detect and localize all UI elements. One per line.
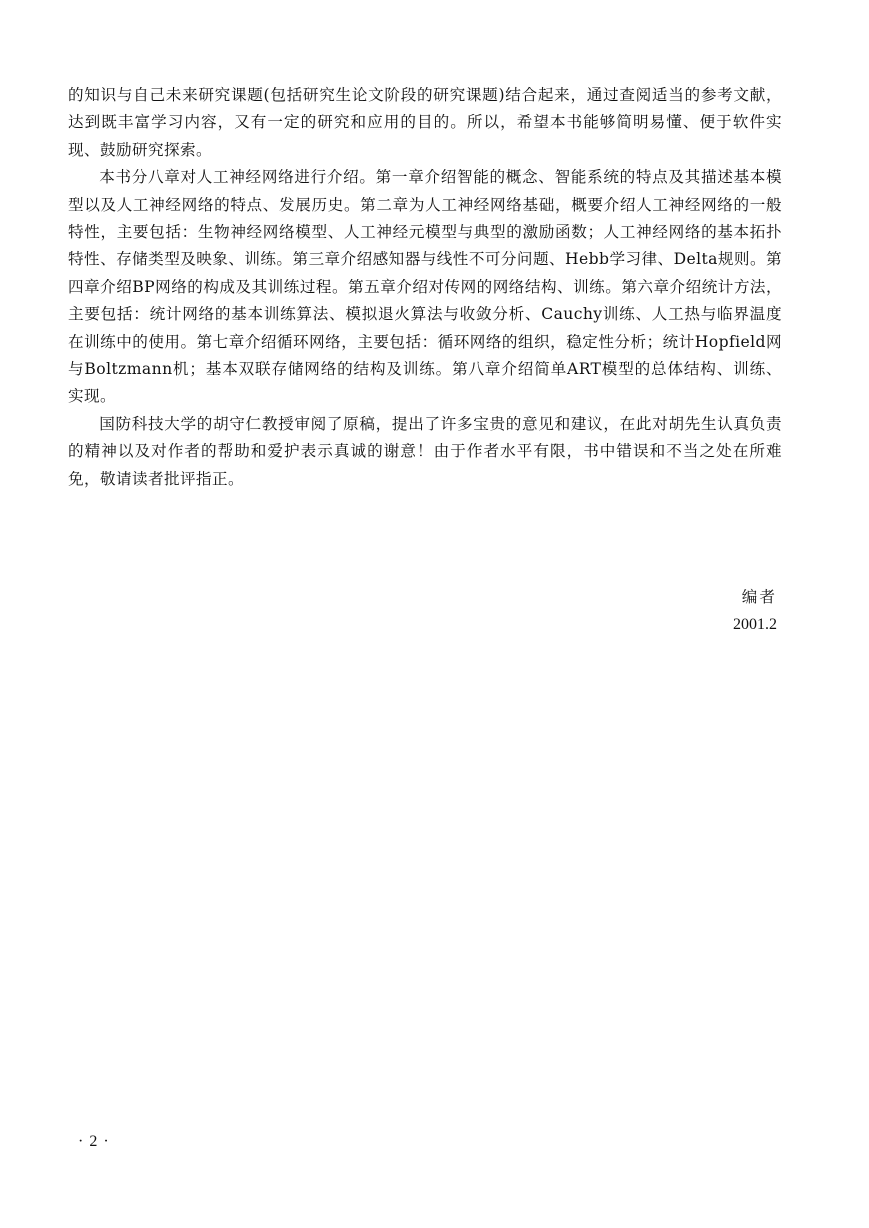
preface-body (68, 82, 782, 493)
signature-author: 编者 (741, 588, 777, 606)
signature-block (733, 583, 777, 639)
paragraph-continued: 的知识与自己未来研究课题(包括研究生论文阶段的研究课题)结合起来，通过查阅适当的参考文献，达到既丰富学习内容，又有一定的研究和应用的目的。所以，希望本书能够简明易懂、便于软件实现、鼓励研究探索。 (68, 86, 782, 159)
paragraph-acknowledgement: 国防科技大学的胡守仁教授审阅了原稿，提出了许多宝贵的意见和建议，在此对胡先生认真负责的精神以及对作者的帮助和爱护表示真诚的谢意！由于作者水平有限，书中错误和不当之处在所难免，敬请读者批评指正。 (68, 414, 782, 488)
page-number: · 2 · (78, 1133, 110, 1150)
paragraph-chapter-overview: 本书分八章对人工神经网络进行介绍。第一章介绍智能的概念、智能系统的特点及其描述基本模型以及人工神经网络的特点、发展历史。第二章为人工神经网络基础，概要介绍人工神经网络的一般特性，主要包括：生物神经网络模型、人工神经元模型与典型的激励函数；人工神经网络的基本拓扑特性、存储类型及映象、训练。第三章介绍感知器与线性不可分问题、Hebb学习律、Delta规则。第四章介绍BP网络的构成及其训练过程。第五章介绍对传网的网络结构、训练。第六章介绍统计方法，主要包括：统计网络的基本训练算法、模拟退火算法与收敛分析、Cauchy训练、人工热与临界温度在训练中的使用。第七章介绍循环网络，主要包括：循环网络的组织，稳定性分析；统计Hopfield网与Boltzmann机；基本双联存储网络的结构及训练。第八章介绍简单ART模型的总体结构、训练、实现。 (68, 168, 782, 406)
signature-date: 2001.2 (733, 616, 777, 633)
